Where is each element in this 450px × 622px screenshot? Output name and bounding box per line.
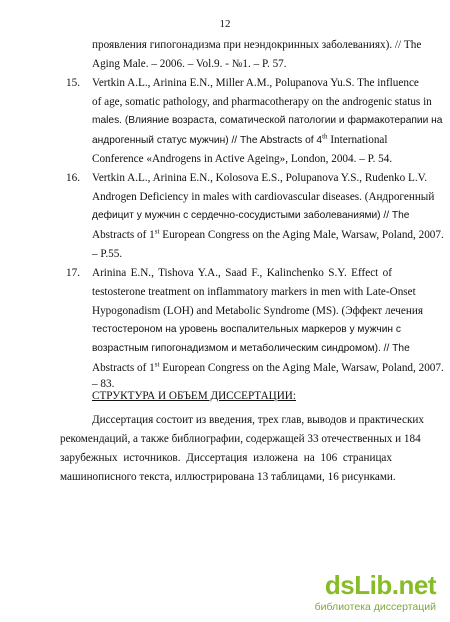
ref-15-number: 15. [66, 77, 80, 89]
ref-17-line-3: Hypogonadism (LOH) and Metabolic Syndrome (MS). (Эффект лечения [92, 305, 423, 317]
ref-15-line-4-text: андрогенный статус мужчин) // The Abstracts of 4 [92, 135, 323, 146]
ref-17-line-1: Arinina E.N., Tishova Y.A., Saad F., Kalinchenko S.Y. Effect of [92, 267, 392, 279]
ref-14-continuation-line-2: Aging Male. – 2006. – Vol.9. - №1. – P. 57. [92, 58, 287, 70]
ref-15-line-5: Conference «Androgens in Active Ageing», London, 2004. – P. 54. [92, 153, 393, 165]
ref-16-line-3: дефицит у мужчин с сердечно-сосудистыми заболеваниями) // The [92, 210, 410, 221]
ref-15-line-4 [92, 133, 392, 148]
ref-14-continuation-line-1: проявления гипогонадизма при неэндокринных заболеваниях). // The [92, 39, 422, 51]
ref-17-line-4: тестостероном на уровень воспалительных маркеров у мужчин с [92, 324, 401, 335]
ref-17-line-6-text: Abstracts of 1 [92, 362, 155, 374]
ref-16-line-2: Androgen Deficiency in males with cardiovascular diseases. (Андрогенный [92, 191, 435, 203]
ref-16-line-4-text: Abstracts of 1 [92, 229, 155, 241]
page-number: 12 [219, 18, 231, 30]
body-line-1: Диссертация состоит из введения, трех глав, выводов и практических [92, 414, 424, 426]
ref-16-line-4 [92, 228, 444, 242]
watermark-subtitle: библиотека диссертаций [314, 601, 436, 613]
ref-16-superscript: st [154, 227, 160, 236]
watermark-logo [325, 570, 436, 601]
ref-15-line-1: Vertkin A.L., Arinina E.N., Miller A.M., Polupanova Yu.S. The influence [92, 77, 419, 89]
section-heading: СТРУКТУРА И ОБЪЕМ ДИССЕРТАЦИИ: [92, 390, 296, 402]
watermark-logo-domain: .net [391, 570, 436, 600]
ref-17-line-7: – 83. [92, 378, 115, 390]
ref-17-line-2: testosterone treatment on inflammatory markers in men with Late-Onset [92, 286, 416, 298]
ref-15-line-4-end: International [327, 134, 388, 146]
body-line-4: машинописного текста, иллюстрирована 13 таблицами, 16 рисунками. [60, 471, 396, 483]
watermark-logo-text: dsLib [324, 570, 392, 600]
ref-16-line-5: – P.55. [92, 248, 123, 260]
ref-17-line-6-end: European Congress on the Aging Male, Warsaw, Poland, 2007. [159, 362, 444, 374]
ref-17-line-6 [92, 361, 444, 375]
body-line-3: зарубежных источников. Диссертация изложена на 106 страницах [60, 452, 392, 464]
ref-16-number: 16. [66, 172, 80, 184]
body-line-2: рекомендаций, а также библиографии, содержащей 33 отечественных и 184 [60, 433, 421, 445]
ref-16-line-4-end: European Congress on the Aging Male, Warsaw, Poland, 2007. [159, 229, 444, 241]
ref-15-superscript: th [322, 132, 328, 141]
ref-17-line-5: возрастным гипогонадизмом и метаболическим синдромом). // The [92, 343, 410, 354]
ref-16-line-1: Vertkin A.L., Arinina E.N., Kolosova E.S., Polupanova Y.S., Rudenko L.V. [92, 172, 428, 184]
ref-15-line-2: of age, somatic pathology, and pharmacotherapy on the androgenic status in [92, 96, 432, 108]
ref-17-number: 17. [66, 267, 80, 279]
ref-15-line-3: males. (Влияние возраста, соматической патологии и фармакотерапии на [92, 115, 443, 126]
ref-17-superscript: st [154, 360, 160, 369]
